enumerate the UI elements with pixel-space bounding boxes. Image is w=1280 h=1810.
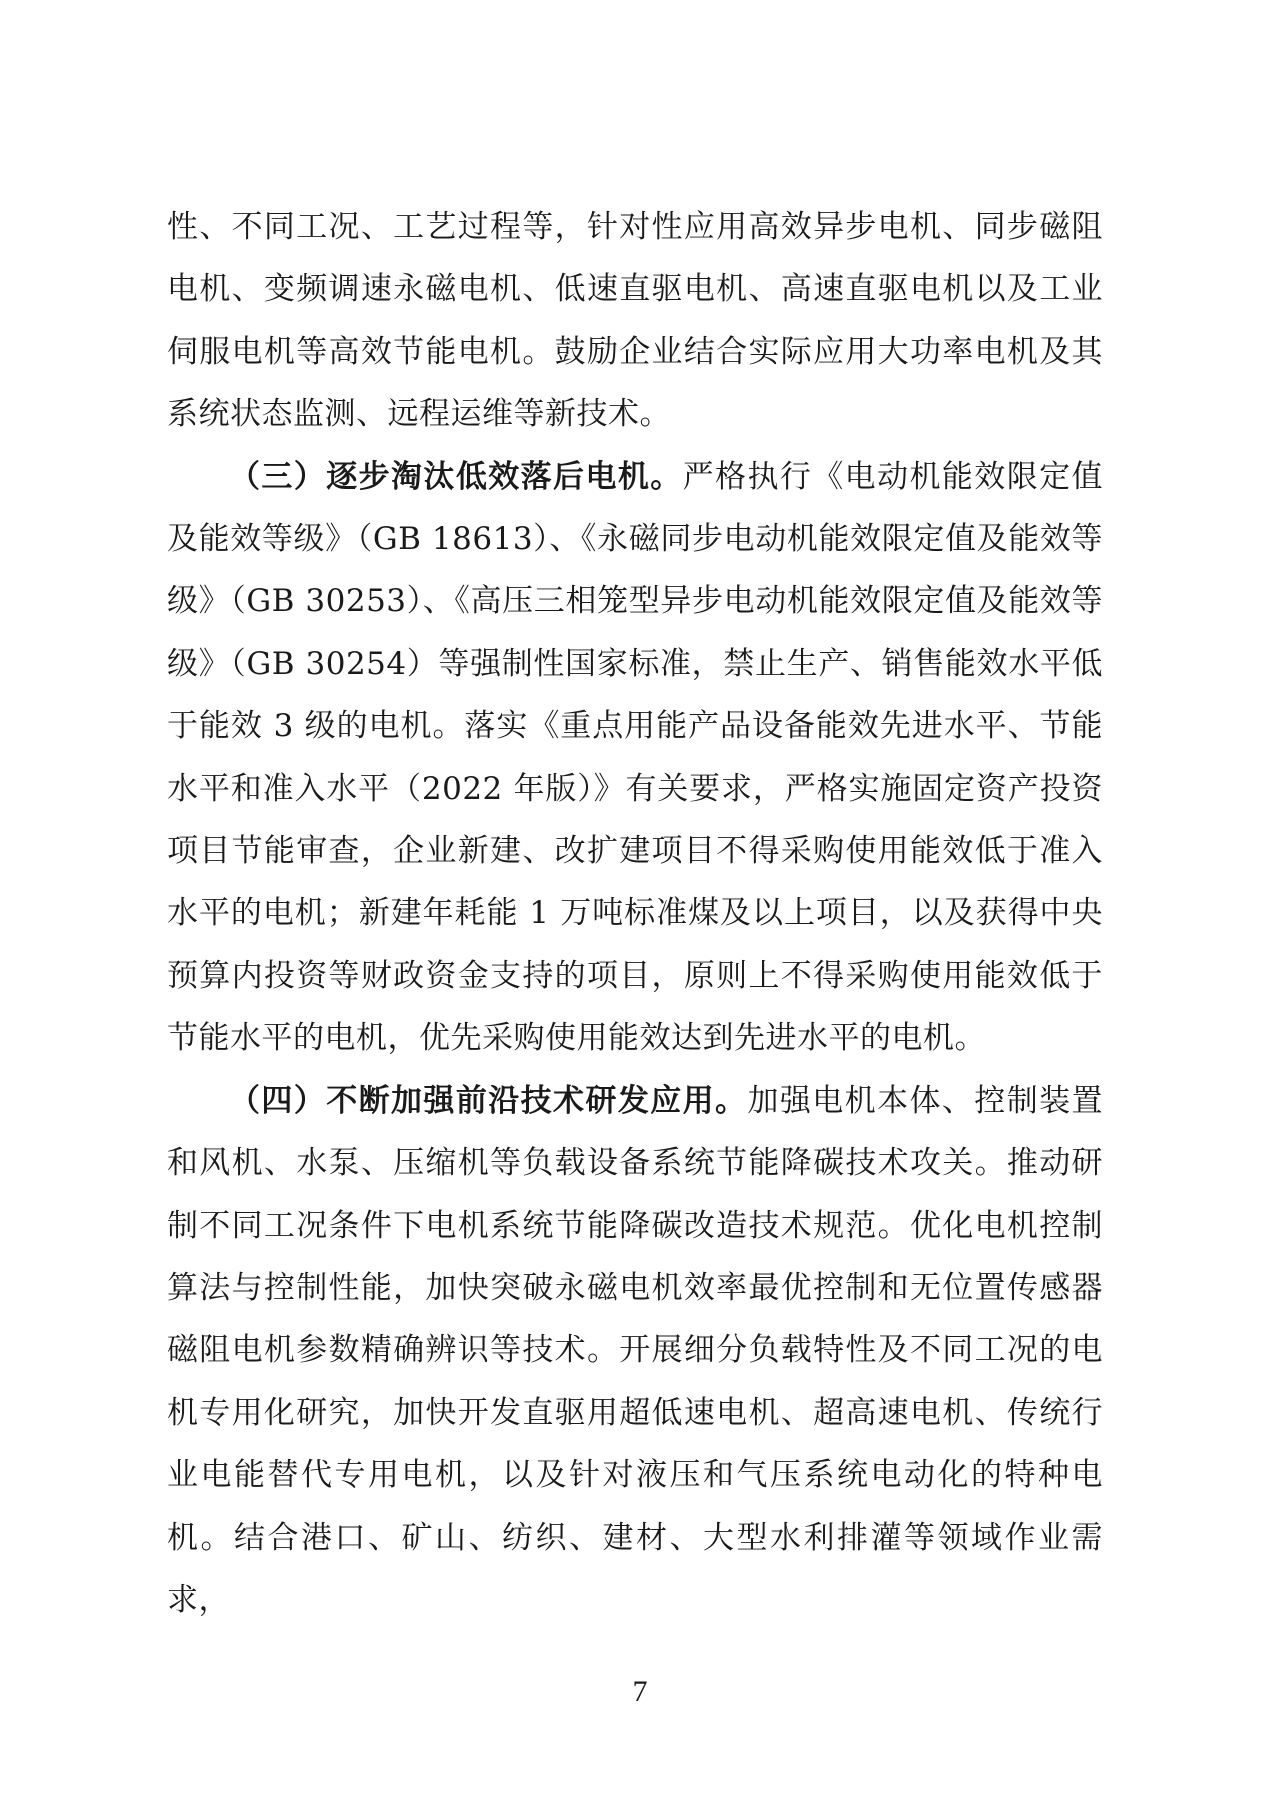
document-body: [167, 196, 1103, 1631]
paragraph-section-4: [167, 1070, 1103, 1632]
section-heading-4: （四）不断加强前沿技术研发应用。: [229, 1082, 748, 1119]
page-number: 7: [632, 1675, 648, 1708]
paragraph-text: 性、不同工况、工艺过程等，针对性应用高效异步电机、同步磁阻电机、变频调速永磁电机、低速直驱电机、高速直驱电机以及工业伺服电机等高效节能电机。鼓励企业结合实际应用大功率电机及其系统状态监测、远程运维等新技术。: [167, 209, 1103, 433]
section-heading-3: （三）逐步淘汰低效落后电机。: [229, 458, 683, 495]
paragraph-text: 加强电机本体、控制装置和风机、水泵、压缩机等负载设备系统节能降碳技术攻关。推动研制不同工况条件下电机系统节能降碳改造技术规范。优化电机控制算法与控制性能，加快突破永磁电机效率最优控制和无位置传感器磁阻电机参数精确辨识等技术。开展细分负载特性及不同工况的电机专用化研究，加快开发直驱用超低速电机、超高速电机、传统行业电能替代专用电机，以及针对液压和气压系统电动化的特种电机。结合港口、矿山、纺织、建材、大型水利排灌等领域作业需求，: [167, 1082, 1104, 1618]
paragraph-text: 严格执行《电动机能效限定值及能效等级》（GB 18613）、《永磁同步电动机能效限定值及能效等级》（GB 30253）、《高压三相笼型异步电动机能效限定值及能效等级》（GB 30254）等强制性国家标准，禁止生产、销售能效水平低于能效 3 级的电机。落实《重点用能产品设备能效先进水平、节能水平和准入水平（2022 年版）》有关要求，严格实施固定资产投资项目节能审查，企业新建、改扩建项目不得采购使用能效低于准入水平的电机；新建年耗能 1 万吨标准煤及以上项目，以及获得中央预算内投资等财政资金支持的项目，原则上不得采购使用能效低于节能水平的电机，优先采购使用能效达到先进水平的电机。: [167, 458, 1104, 1057]
paragraph-continuation: [167, 196, 1103, 446]
paragraph-section-3: [167, 446, 1103, 1070]
